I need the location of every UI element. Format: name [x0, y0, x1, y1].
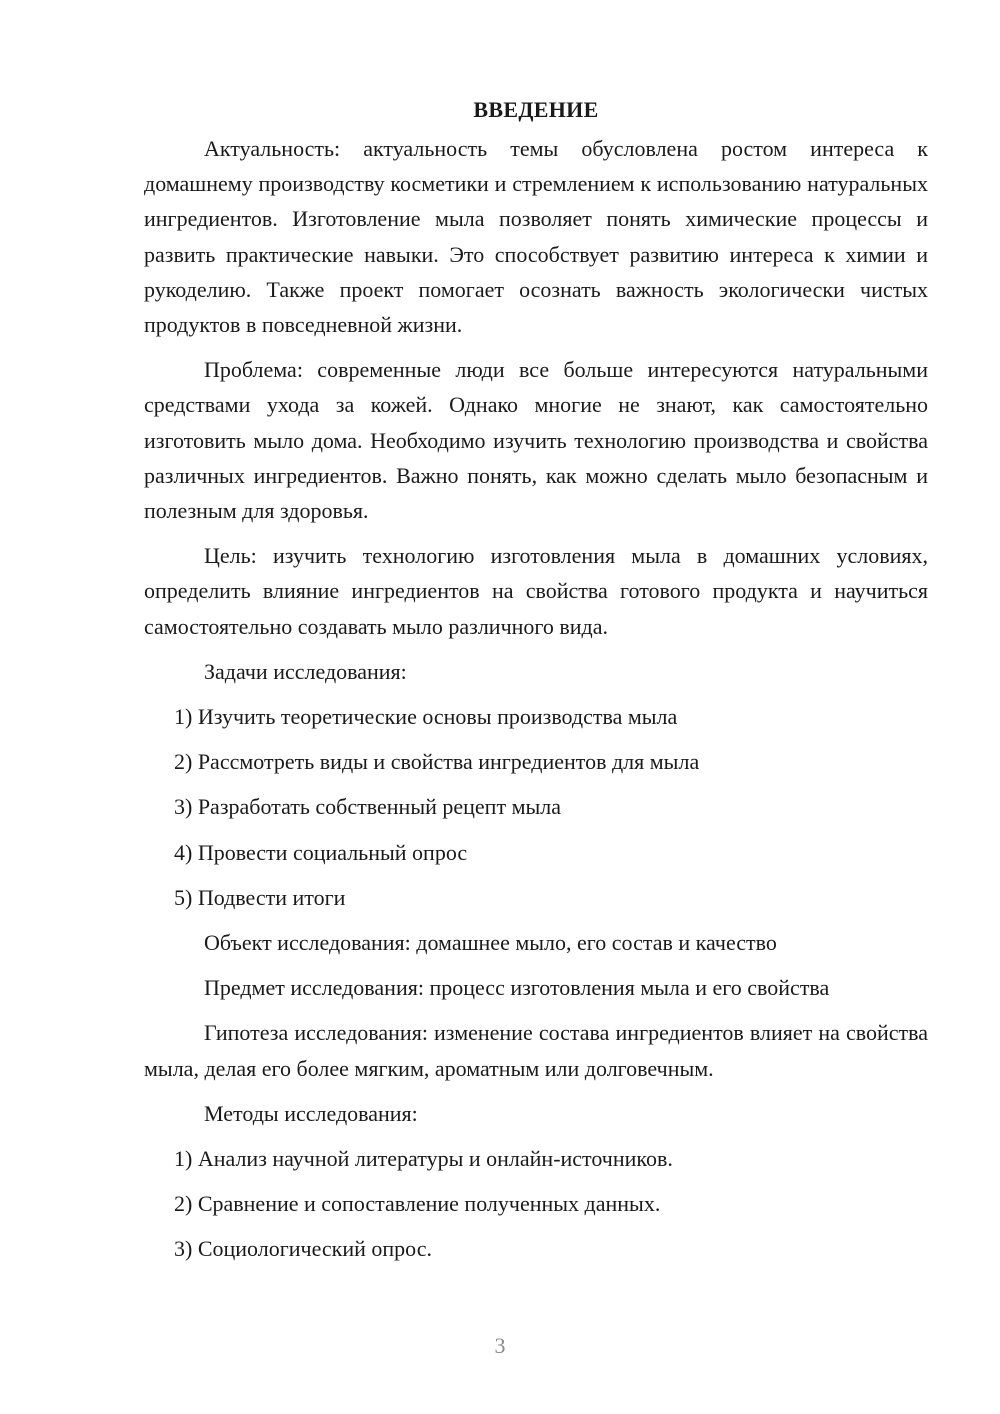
list-item: 4) Провести социальный опрос — [174, 839, 468, 865]
hypothesis-paragraph: Гипотеза исследования: изменение состава ингредиентов влияет на свойства мыла, делая его более мягким, ароматным или долговечным. — [144, 1020, 928, 1081]
list-item: 1) Изучить теоретические основы производства мыла — [174, 704, 678, 730]
list-item: 1) Анализ научной литературы и онлайн-источников. — [174, 1146, 673, 1172]
methods-heading: Методы исследования: — [204, 1100, 418, 1126]
tasks-list — [144, 699, 928, 915]
list-item: 3) Разработать собственный рецепт мыла — [174, 794, 562, 820]
object-line: Объект исследования: домашнее мыло, его состав и качество — [204, 930, 777, 956]
subject-line: Предмет исследования: процесс изготовления мыла и его свойства — [204, 975, 830, 1001]
relevance-paragraph: Актуальность: актуальность темы обусловлена ростом интереса к домашнему производству косметики и стремлением к использованию натуральных ингредиентов. Изготовление мыла позволяет понять химические процессы и развить практические навыки. Это способствует развитию интереса к химии и рукоделию. Также проект помогает осознать важность экологически чистых продуктов в повседневной жизни. — [144, 136, 928, 338]
tasks-heading: Задачи исследования: — [204, 658, 407, 684]
list-item: 3) Социологический опрос. — [174, 1236, 432, 1262]
list-item: 2) Рассмотреть виды и свойства ингредиентов для мыла — [174, 749, 700, 775]
page-title: ВВЕДЕНИЕ — [473, 97, 599, 122]
document-page — [144, 92, 928, 1277]
page-number: 3 — [494, 1333, 506, 1358]
problem-paragraph: Проблема: современные люди все больше интересуются натуральными средствами ухода за кожей. Однако многие не знают, как самостоятельно изготовить мыло дома. Необходимо изучить технологию производства и свойства различных ингредиентов. Важно понять, как можно сделать мыло безопасным и полезным для здоровья. — [144, 357, 928, 524]
list-item: 5) Подвести итоги — [174, 884, 346, 910]
goal-paragraph: Цель: изучить технологию изготовления мыла в домашних условиях, определить влияние ингредиентов на свойства готового продукта и научиться самостоятельно создавать мыло различного вида. — [144, 543, 928, 639]
list-item: 2) Сравнение и сопоставление полученных данных. — [174, 1191, 661, 1217]
methods-list — [144, 1141, 928, 1267]
